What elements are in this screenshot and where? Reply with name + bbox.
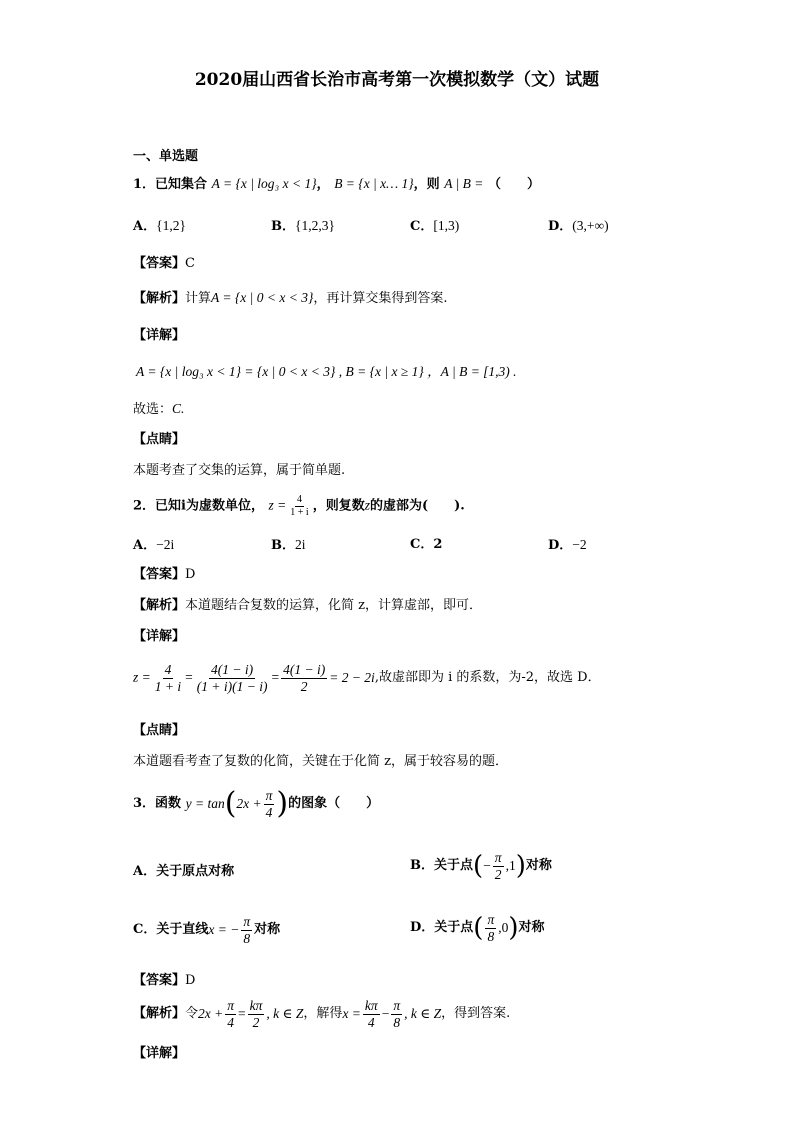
section-heading: 一、单选题 — [133, 149, 199, 164]
option-d — [548, 537, 587, 554]
answer-label: 【答案】 — [133, 973, 186, 988]
page-title: 2020届山西省长治市高考第一次模拟数学（文）试题 — [194, 70, 600, 90]
fraction — [493, 850, 504, 882]
analysis-line — [133, 598, 482, 614]
comment-text: 本题考查了交集的运算，属于简单题. — [133, 463, 346, 478]
option-letter: B． — [271, 538, 295, 553]
answer-line — [133, 567, 195, 583]
option-c — [410, 537, 442, 553]
option-letter: B． — [271, 219, 295, 234]
option-text: 关于点 — [434, 920, 474, 936]
z-equals: z = — [268, 497, 287, 513]
option-text: 对称 — [254, 922, 281, 938]
question-number: 3． — [133, 796, 156, 812]
conclusion-value: C. — [172, 401, 185, 416]
option-d — [548, 218, 609, 235]
minus-sign: − — [483, 857, 491, 873]
analysis-text: ，再计算交集得到答案. — [313, 291, 448, 306]
analysis-line — [133, 998, 510, 1030]
numerator: 4 — [164, 662, 172, 677]
option-d: D．关于点( $\frac{\pi}{8}$ ,0)对称 — [410, 912, 545, 944]
answer-blank: （ ） — [487, 177, 540, 192]
analysis-text: ，得到答案. — [441, 1006, 511, 1022]
fraction — [241, 914, 252, 946]
fraction — [195, 662, 270, 694]
fraction — [225, 998, 236, 1030]
answer-value: D — [185, 973, 196, 988]
option-text: 关于点 — [434, 858, 474, 874]
comment-label: 【点睛】 — [133, 723, 186, 738]
question-text: ，则 — [413, 177, 440, 192]
answer-value: D — [185, 567, 196, 582]
conclusion-text: 故选： — [133, 402, 173, 417]
option-value: −2i — [156, 537, 175, 552]
numerator: kπ — [364, 998, 378, 1013]
numerator: π — [265, 788, 273, 803]
denominator: 1 + i — [290, 506, 309, 518]
detail-text: ,故虚部即为 i 的系数，为-2，故选 D． — [374, 670, 601, 686]
argument: 2x + — [236, 795, 262, 811]
analysis-label: 【解析】 — [133, 291, 186, 306]
option-value: {1,2} — [156, 218, 186, 233]
option-b — [271, 218, 335, 235]
option-letter: C． — [410, 219, 434, 234]
analysis-math: 2x + — [198, 1005, 224, 1021]
result: = 2 − 2i — [329, 669, 375, 685]
option-a — [133, 218, 186, 235]
conclusion-line — [133, 401, 184, 418]
option-text: 对称 — [518, 920, 545, 936]
analysis-text: 令 — [185, 1006, 199, 1022]
analysis-text: ，解得 — [303, 1006, 343, 1022]
denominator: 2 — [300, 678, 308, 694]
numerator: π — [487, 912, 495, 927]
comment-text: 本道题看考查了复数的化简，关键在于化简 z，属于较容易的题． — [133, 754, 508, 769]
option-a — [133, 537, 174, 554]
denominator: 4 — [265, 804, 273, 820]
numerator: π — [393, 998, 401, 1013]
option-value: [1,3) — [433, 218, 460, 233]
option-letter: A． — [133, 864, 157, 879]
coordinate: ,1 — [505, 857, 516, 873]
answer-value: C — [185, 256, 195, 271]
analysis-line — [133, 290, 448, 307]
detail-label: 【详解】 — [133, 328, 186, 343]
option-text: 对称 — [525, 858, 552, 874]
minus-sign: − — [381, 1005, 390, 1021]
set-b-expression: B = {x | x… 1} — [334, 176, 414, 191]
option-letter: D． — [548, 538, 573, 553]
fraction — [391, 998, 402, 1030]
option-value: 2 — [433, 537, 443, 552]
numerator: kπ — [249, 998, 263, 1013]
option-value: −2 — [572, 537, 587, 552]
numerator: π — [227, 998, 235, 1013]
question-text: 已知i为虚数单位， — [155, 498, 264, 514]
numerator: π — [494, 850, 502, 865]
analysis-label: 【解析】 — [133, 598, 186, 613]
option-c — [133, 914, 280, 946]
equals-sign: = — [238, 1005, 246, 1021]
numerator: π — [243, 914, 251, 929]
question-number: 2． — [133, 498, 156, 514]
question-text: 函数 — [155, 796, 182, 812]
question-text: 的图象（ ） — [288, 796, 380, 812]
z-variable: z — [364, 497, 370, 513]
analysis-text: 本道题结合复数的运算，化简 z，计算虚部，即可． — [185, 598, 482, 613]
fraction — [153, 662, 183, 694]
analysis-math: A = {x | 0 < x < 3} — [211, 290, 314, 305]
denominator: 1 + i — [154, 678, 182, 694]
option-a — [133, 864, 234, 880]
question-text: ，则复数 — [312, 498, 365, 514]
option-b — [271, 537, 306, 554]
option-b: B．关于点(− $\frac{\pi}{2}$ ,1)对称 — [410, 850, 552, 882]
question-number: 1． — [133, 177, 156, 192]
option-text: 关于直线 — [156, 922, 209, 938]
denominator: 8 — [243, 930, 251, 946]
numerator: 4 — [296, 494, 302, 505]
coordinate: ,0 — [498, 919, 509, 935]
analysis-math: x = — [342, 1005, 361, 1021]
detail-math: A = {x | log₃ x < 1} = {x | 0 < x < 3} , B = {x | x ≥ 1} ，A | B = [1,3) . — [136, 364, 517, 379]
comment-label: 【点睛】 — [133, 432, 186, 447]
fraction — [281, 662, 327, 694]
detail-label: 【详解】 — [133, 629, 186, 644]
analysis-label: 【解析】 — [133, 1006, 186, 1022]
line-equation: x = − — [208, 921, 240, 937]
detail-equation: z = $\frac{4}{1 + i}$ = $\frac{4(1 - i)}{(1 + i)(1 - i)}$ = $\frac{4(1 - i)}{2}$ = 2 − 2i,故虚部即为 i 的系数，为-2，故选 D． — [133, 662, 601, 694]
option-letter: C． — [410, 537, 434, 552]
numerator: 4(1 − i) — [283, 662, 326, 677]
option-c — [410, 218, 459, 235]
denominator: 8 — [393, 1014, 401, 1030]
question-text: 已知集合 — [155, 177, 208, 192]
question-1-stem — [133, 176, 540, 193]
denominator: 4 — [367, 1014, 375, 1030]
detail-label: 【详解】 — [133, 1046, 186, 1061]
answer-label: 【答案】 — [133, 256, 186, 271]
fraction — [485, 912, 496, 944]
option-letter: B． — [410, 858, 434, 874]
intersection-expression: A | B = — [444, 176, 484, 191]
question-text: 的虚部为( ). — [369, 498, 465, 514]
option-value: 关于原点对称 — [156, 864, 235, 879]
answer-line — [133, 973, 195, 989]
function-expression: y = tan — [185, 795, 225, 811]
option-letter: A． — [133, 219, 157, 234]
denominator: 2 — [252, 1014, 260, 1030]
option-value: (3,+∞) — [572, 218, 609, 233]
denominator: (1 + i)(1 − i) — [196, 678, 268, 694]
denominator: 8 — [487, 928, 495, 944]
denominator: 2 — [494, 866, 502, 882]
question-2-stem — [133, 494, 465, 518]
fraction — [288, 494, 310, 518]
analysis-math: , k ∈ Z — [404, 1005, 442, 1021]
z-equals: z = — [133, 669, 151, 685]
separator: ， — [316, 177, 330, 192]
fraction — [248, 998, 265, 1030]
set-a-expression: A = {x | log₃ x < 1} — [211, 176, 317, 191]
option-value: 2i — [295, 537, 306, 552]
option-letter: C． — [133, 922, 157, 938]
answer-label: 【答案】 — [133, 567, 186, 582]
analysis-text: 计算 — [185, 291, 212, 306]
option-value: {1,2,3} — [295, 218, 335, 233]
option-letter: A． — [133, 538, 157, 553]
fraction — [363, 998, 380, 1030]
analysis-math: , k ∈ Z — [266, 1005, 304, 1021]
option-letter: D． — [548, 219, 573, 234]
fraction — [264, 788, 275, 820]
numerator: 4(1 − i) — [211, 662, 254, 677]
denominator: 4 — [227, 1014, 235, 1030]
answer-line — [133, 256, 195, 272]
question-3-stem: 3．函数 y = tan(2x + $\frac{\pi}{4}$ )的图象（ ） — [133, 786, 380, 822]
option-letter: D． — [410, 920, 435, 936]
